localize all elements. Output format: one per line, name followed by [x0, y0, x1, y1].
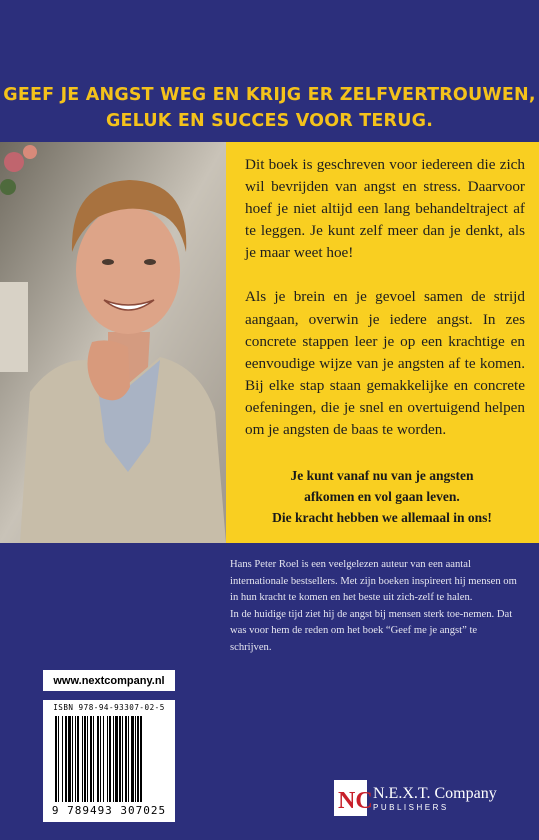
barcode-bar [58, 716, 59, 802]
barcode [43, 700, 175, 822]
description-text [245, 154, 525, 463]
barcode-bar [93, 716, 94, 802]
description-paragraph-2: Als je brein en je gevoel samen de strijd aangaan, overwin je iedere angst. In zes concrete stappen leer je op een krachtige en eenvoudige wijze van je angsten af te komen. Bij elke stap staan gemakkelijke en concrete oefeningen, die je snel en overtuigend helpen om je angsten de baas te worden. [245, 288, 525, 439]
barcode-bar [77, 716, 79, 802]
bio-paragraph-2: In de huidige tijd ziet hij de angst bij mensen sterk toe-nemen. Dat was voor hem de reden om het boek “Geef me je angst” te schrijven. [230, 608, 513, 653]
barcode-bar [113, 716, 114, 802]
description-paragraph-1: Dit boek is geschreven voor iedereen die zich wil bevrijden van angst en stress. Daarvoor hoef je niet altijd een lang behandeltraject af te leggen. Je kunt zelf meer dan je denkt, als je maar weet hoe! [245, 156, 525, 262]
publisher-subtitle: PUBLISHERS [373, 802, 449, 812]
logo-letters: NC [337, 788, 373, 814]
headline-line-2: GELUK EN SUCCES VOOR TERUG. [105, 111, 434, 131]
barcode-bar [107, 716, 108, 802]
publisher-name: N.E.X.T. Company [373, 784, 497, 802]
barcode-bar [119, 716, 121, 802]
highlight-line-3: Die kracht hebben we allemaal in ons! [272, 510, 492, 525]
barcode-bar [55, 716, 57, 802]
barcode-number: 9 789493 307025 [51, 804, 167, 817]
barcode-bar [72, 716, 73, 802]
barcode-bar [109, 716, 111, 802]
publisher-logo [334, 776, 504, 820]
barcode-bar [84, 716, 86, 802]
barcode-bar [137, 716, 139, 802]
barcode-bar [135, 716, 136, 802]
barcode-bar [128, 716, 129, 802]
barcode-bar [65, 716, 67, 802]
barcode-bar [82, 716, 83, 802]
isbn-label: ISBN 978-94-93307-02-5 [53, 703, 165, 712]
highlight-line-1: Je kunt vanaf nu van je angsten [290, 468, 474, 483]
barcode-bar [62, 716, 63, 802]
barcode-bar [125, 716, 127, 802]
barcode-bar [90, 716, 92, 802]
barcode-bar [68, 716, 71, 802]
bio-paragraph-1: Hans Peter Roel is een veelgelezen auteur van een aantal internationale bestsellers. Met zijn boeken inspireert hij mensen om in hun kracht te komen en het beste uit zich-zelf te halen. [230, 559, 517, 604]
author-bio [230, 557, 520, 657]
headline [0, 82, 539, 134]
barcode-bar [103, 716, 104, 802]
author-portrait-image [0, 142, 226, 543]
barcode-bar [75, 716, 76, 802]
barcode-bar [97, 716, 99, 802]
barcode-bar [100, 716, 101, 802]
headline-line-1: GEEF JE ANGST WEG EN KRIJG ER ZELFVERTROUWEN, [3, 85, 536, 105]
barcode-bar [140, 716, 142, 802]
highlight-quote [232, 465, 532, 528]
nc-logo-icon [334, 780, 373, 816]
highlight-line-2: afkomen en vol gaan leven. [304, 489, 460, 504]
barcode-bar [131, 716, 134, 802]
website-url: www.nextcompany.nl [43, 670, 175, 691]
barcode-bar [115, 716, 118, 802]
barcode-bar [122, 716, 123, 802]
author-photo [0, 142, 226, 543]
barcode-bar [87, 716, 88, 802]
